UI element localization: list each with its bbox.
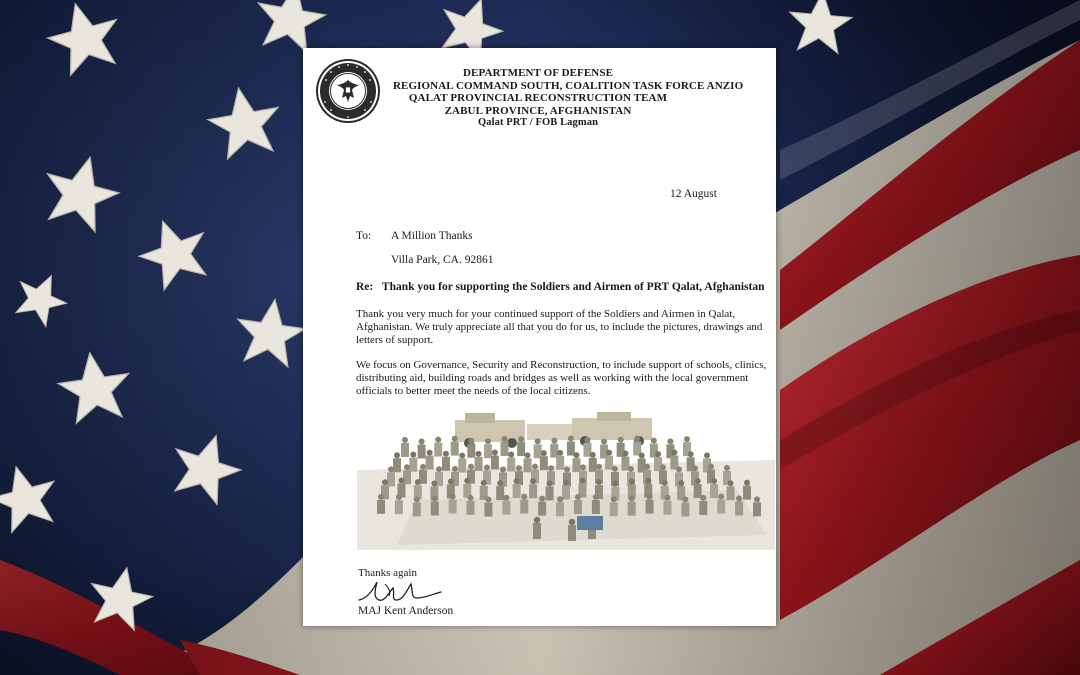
- soldier: [568, 519, 576, 541]
- soldier: [475, 451, 483, 471]
- soldier: [520, 494, 528, 514]
- soldier: [458, 452, 466, 472]
- soldier: [395, 494, 403, 514]
- soldier: [463, 478, 471, 498]
- soldier: [600, 438, 608, 458]
- letterhead-command: REGIONAL COMMAND SOUTH, COALITION TASK FORCE ANZIO: [393, 79, 744, 92]
- body-paragraph-1: Thank you very much for your continued support of the Soldiers and Airmen in Qalat, Afghanistan. We truly appreciate all that you do for us, to include the pictures, drawings and letters of support.: [356, 308, 763, 346]
- soldier: [529, 478, 537, 498]
- soldier: [502, 495, 510, 515]
- soldier: [743, 480, 751, 500]
- soldier: [467, 495, 475, 515]
- soldier: [534, 438, 542, 458]
- handwritten-signature: [355, 578, 445, 608]
- letterhead-department: DEPARTMENT OF DEFENSE: [462, 67, 614, 79]
- soldier: [484, 496, 492, 516]
- soldier: [484, 438, 492, 458]
- soldier: [377, 494, 385, 514]
- soldier: [574, 494, 582, 514]
- soldier: [753, 496, 761, 516]
- recipient-label: To:: [356, 230, 372, 242]
- letter-document: [303, 48, 776, 626]
- soldier: [414, 479, 422, 499]
- subject-prefix: Re:: [356, 281, 374, 293]
- soldier: [550, 438, 558, 458]
- soldier: [496, 480, 504, 500]
- soldier: [442, 451, 450, 471]
- soldier: [592, 494, 600, 514]
- soldier: [533, 517, 541, 539]
- soldier: [449, 494, 457, 514]
- letter-date: 12 August: [670, 188, 717, 200]
- soldier: [663, 495, 671, 515]
- soldier: [621, 451, 629, 471]
- soldier: [393, 452, 401, 472]
- subject-text: Thank you for supporting the Soldiers and Airmen of PRT Qalat, Afghanistan: [381, 281, 765, 293]
- soldier: [703, 452, 711, 472]
- soldier: [610, 496, 618, 516]
- soldier: [628, 479, 636, 499]
- soldier: [589, 452, 597, 472]
- unit-banner: [577, 516, 603, 530]
- letterhead: [393, 67, 744, 130]
- soldier: [513, 478, 521, 498]
- soldier: [578, 478, 586, 498]
- soldier: [556, 450, 564, 470]
- soldier: [451, 436, 459, 456]
- letterhead-team: QALAT PROVINCIAL RECONSTRUCTION TEAM: [408, 92, 668, 104]
- soldier: [727, 480, 735, 500]
- soldier: [710, 478, 718, 498]
- soldier: [628, 496, 636, 516]
- soldier: [646, 494, 654, 514]
- soldier: [694, 478, 702, 498]
- soldier: [681, 496, 689, 516]
- recipient-name: A Million Thanks: [391, 230, 473, 242]
- soldier: [540, 450, 548, 470]
- soldier: [501, 436, 509, 456]
- signer-name: MAJ Kent Anderson: [358, 605, 454, 617]
- soldier: [480, 480, 488, 500]
- subject-line: [356, 281, 765, 293]
- closing: Thanks again: [358, 567, 417, 579]
- soldier: [409, 452, 417, 472]
- soldier: [638, 452, 646, 472]
- soldier: [524, 452, 532, 472]
- body-paragraph-2: We focus on Governance, Security and Reconstruction, to include support of schools, clinics, distributing aid, building roads and bridges as well as working with the local government officials to better meet the needs of the local citizens.: [356, 359, 767, 397]
- soldier: [507, 451, 515, 471]
- soldier: [431, 495, 439, 515]
- soldier: [491, 450, 499, 470]
- soldier: [735, 495, 743, 515]
- soldier: [538, 496, 546, 516]
- recipient-block: [391, 230, 493, 267]
- soldier: [467, 438, 475, 458]
- soldier: [605, 450, 613, 470]
- soldier: [562, 479, 570, 499]
- soldier: [556, 496, 564, 516]
- group-photo: [357, 410, 775, 550]
- soldier: [418, 438, 426, 458]
- soldier: [666, 438, 674, 458]
- soldier: [401, 437, 409, 457]
- soldier: [413, 496, 421, 516]
- letterhead-base: Qalat PRT / FOB Lagman: [477, 117, 599, 128]
- soldier: [426, 450, 434, 470]
- recipient-address: Villa Park, CA. 92861: [391, 254, 494, 266]
- soldier: [387, 466, 395, 486]
- soldier: [699, 495, 707, 515]
- soldier: [633, 436, 641, 456]
- soldier: [567, 436, 575, 456]
- department-of-defense-seal-icon: [315, 58, 381, 124]
- soldier: [517, 436, 525, 456]
- soldier: [670, 450, 678, 470]
- soldier: [434, 437, 442, 457]
- soldier: [717, 494, 725, 514]
- letterhead-province: ZABUL PROVINCE, AFGHANISTAN: [444, 104, 632, 117]
- soldier: [572, 452, 580, 472]
- soldier: [546, 480, 554, 500]
